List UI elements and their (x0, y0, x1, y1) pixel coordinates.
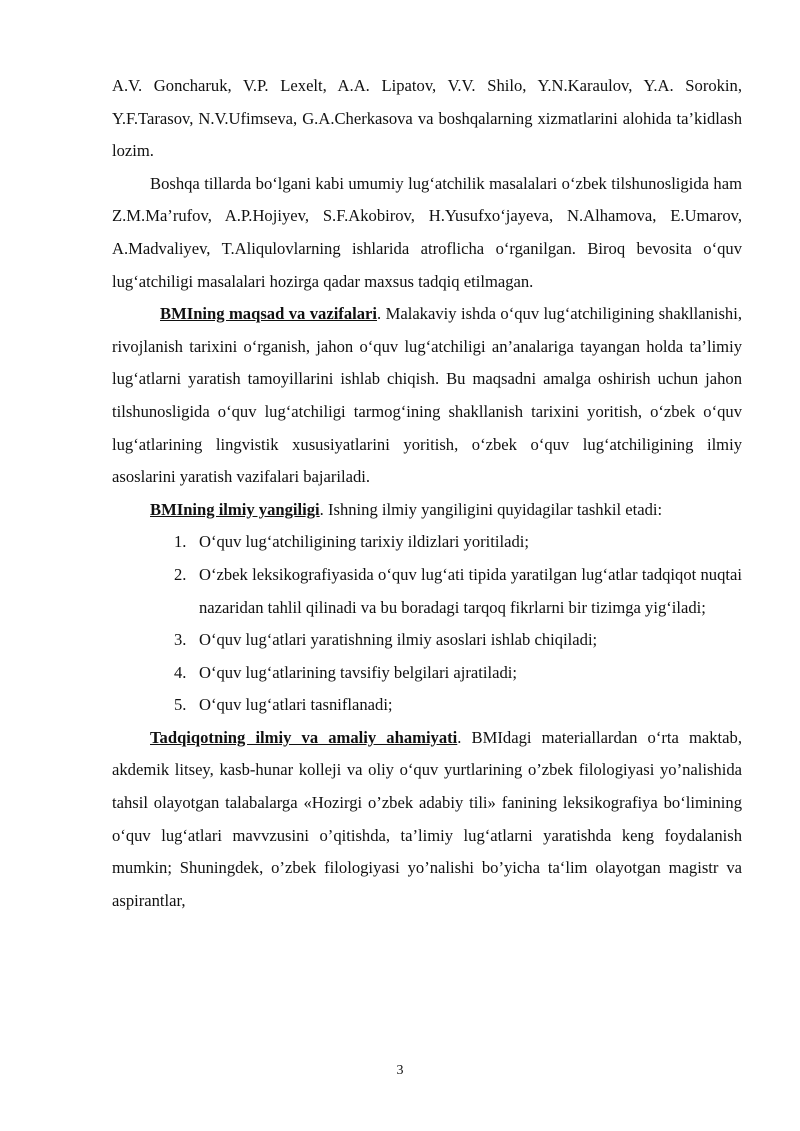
list-item (112, 526, 742, 559)
list-item-number: 5. (174, 695, 187, 715)
heading-punct: . (319, 499, 324, 519)
paragraph-uzbek-lexicography: Boshqa tillarda bo‘lgani kabi umumiy lug‘atchilik masalalari o‘zbek tilshunosligida ham Z.M.Ma’rufov, A.P.Hojiyev, S.F.Akobirov, H.Yusufxo‘jayeva, N.Alhamova, E.Umarov, A.Madvaliyev, T.Aliqulovlarning ishlarida atroflicha o‘rganilgan. Biroq bevosita o‘quv lug‘atchiligi masalalari hozirga qadar maxsus tadqiq etilmagan. (112, 173, 742, 291)
list-item-number: 1. (174, 532, 187, 552)
list-item (112, 559, 742, 624)
paragraph-goals (112, 298, 742, 494)
list-item-number: 2. (174, 564, 187, 584)
list-item-number: 4. (174, 662, 187, 682)
list-item-text: O‘quv lug‘atlarining tavsifiy belgilari ajratiladi; (199, 662, 517, 682)
list-item-text: O‘quv lug‘atlari tasniflanadi; (199, 695, 393, 715)
list-item-text: O‘quv lug‘atlari yaratishning ilmiy asoslari ishlab chiqiladi; (199, 630, 598, 650)
list-item (112, 689, 742, 722)
heading-punct: . (377, 304, 382, 324)
list-item-number: 3. (174, 630, 187, 650)
section-heading-novelty: BMIning ilmiy yangiligi (150, 499, 320, 519)
paragraph-novelty (112, 494, 742, 527)
section-heading-significance: Tadqiqotning ilmiy va amaliy ahamiyati (150, 727, 458, 747)
document-page (112, 70, 742, 917)
paragraph-significance (112, 722, 742, 918)
novelty-text: Ishning ilmiy yangiligini quyidagilar tashkil etadi: (323, 499, 663, 519)
paragraph-authors: A.V. Goncharuk, V.P. Lexelt, A.A. Lipatov, V.V. Shilo, Y.N.Karaulov, Y.A. Sorokin, Y.F.Tarasov, N.V.Ufimseva, G.A.Cherkasova va boshqalarning xizmatlarini alohida ta’kidlash lozim. (112, 76, 742, 161)
heading-punct: . (457, 727, 462, 747)
page-number: 3 (396, 1063, 404, 1078)
goals-text: Malakaviy ishda o‘quv lug‘atchiligining shakllanishi, rivojlanish tarixini o‘rganish, jahon o‘quv lug‘atchiligi an’analariga tayangan holda ta’limiy lug‘atlarni yaratish tamoyillarini ishlab chiqish. Bu maqsadni amalga oshirish uchun jahon tilshunosligida o‘quv lug‘atchiligi tarmog‘ining shakllanish tarixini yoritish, o‘zbek o‘quv lug‘atlarining lingvistik xususiyatlarini yoritish, o‘zbek o‘quv lug‘atchiligining ilmiy asoslarini yaratish vazifalari bajariladi. (112, 304, 742, 487)
novelty-list (112, 526, 742, 722)
list-item-text: O‘quv lug‘atchiligining tarixiy ildizlari yoritiladi; (199, 532, 529, 552)
list-item (112, 624, 742, 657)
list-item-text: O‘zbek leksikografiyasida o‘quv lug‘ati tipida yaratilgan lug‘atlar tadqiqot nuqtai nazaridan tahlil qilinadi va bu boradagi tarqoq fikrlarni bir tizimga yig‘iladi; (199, 564, 742, 617)
list-item (112, 657, 742, 690)
significance-text: BMIdagi materiallardan o‘rta maktab, akdemik litsey, kasb-hunar kolleji va oliy o‘quv yurtlarining o’zbek filologiyasi yo’nalishida tahsil olayotgan talabalarga «Hozirgi o’zbek adabiy tili» fanining leksikografiya bo‘limining o‘quv lug‘atlari mavvzusini o’qitishda, ta’limiy lug‘atlarni yaratishda keng foydalanish mumkin; Shuningdek, o’zbek filologiyasi yo’nalishi bo’yicha ta‘lim olayotgan magistr va aspirantlar, (112, 727, 742, 910)
section-heading-goals: BMIning maqsad va vazifalari (160, 304, 378, 324)
